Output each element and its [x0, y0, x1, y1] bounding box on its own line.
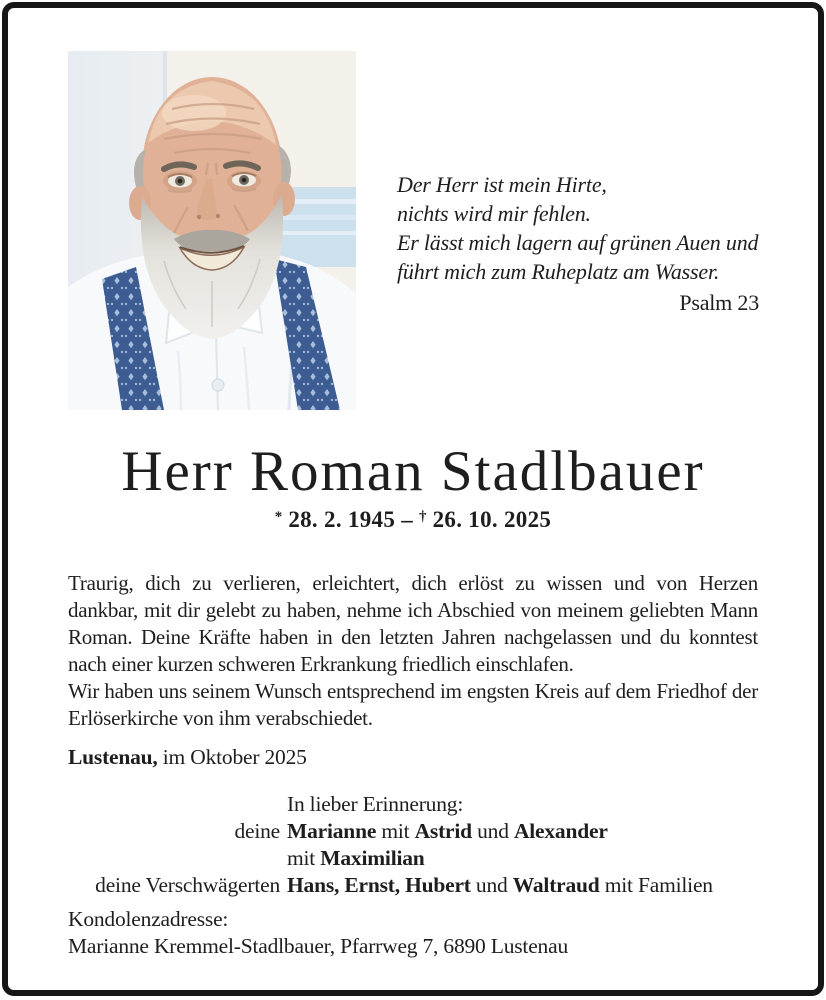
- place-date-line: Lustenau, im Oktober 2025: [68, 745, 307, 769]
- remembrance-names: Hans, Ernst, Hubert und Waltraud mit Familien: [287, 873, 713, 897]
- death-cross-symbol: †: [419, 509, 427, 525]
- remembrance-row: [68, 845, 768, 872]
- remembrance-names: Marianne mit Astrid und Alexander: [287, 819, 608, 843]
- remembrance-row: [68, 818, 768, 845]
- date-separator: –: [395, 507, 420, 532]
- obituary-paragraph-1: Traurig, dich zu verlieren, erleichtert, dich erlöst zu wissen und von Herzen dankbar, mit dir gelebt zu haben, nehme ich Abschied von meinem geliebten Mann Roman. Deine Kräfte haben in den letzten Jahren nachgelassen und du konntest nach einer kurzen schweren Erkrankung friedlich einschlafen.: [68, 571, 758, 676]
- psalm-line: nichts wird mir fehlen.: [397, 201, 591, 226]
- birth-date: 28. 2. 1945: [288, 507, 396, 532]
- deceased-name: Herr Roman Stadlbauer: [121, 440, 705, 503]
- life-dates: [0, 507, 826, 533]
- remembrance-names: mit Maximilian: [287, 846, 425, 870]
- birth-star-symbol: *: [274, 509, 283, 525]
- death-date: 26. 10. 2025: [432, 507, 552, 532]
- condolence-address: Marianne Kremmel-Stadlbauer, Pfarrweg 7, 6890 Lustenau: [68, 934, 568, 958]
- psalm-quote: [397, 170, 759, 317]
- remembrance-label: deine Verschwägerten: [95, 873, 280, 897]
- psalm-source: Psalm 23: [679, 290, 759, 315]
- remembrance-title-row: [68, 791, 768, 818]
- condolence-section: [68, 906, 568, 960]
- remembrance-section: [68, 791, 768, 899]
- psalm-line: Er lässt mich lagern auf grünen Auen und: [397, 230, 759, 255]
- condolence-title: Kondolenzadresse:: [68, 907, 229, 931]
- remembrance-label: deine: [234, 819, 280, 843]
- portrait-photo: [68, 51, 356, 410]
- remembrance-title: In lieber Erinnerung:: [287, 792, 464, 816]
- remembrance-label: [68, 791, 280, 818]
- portrait-illustration: [68, 51, 356, 410]
- remembrance-label: [68, 845, 280, 872]
- remembrance-row: [68, 872, 768, 899]
- psalm-line: führt mich zum Ruheplatz am Wasser.: [397, 259, 720, 284]
- obituary-paragraph-2: Wir haben uns seinem Wunsch entsprechend im engsten Kreis auf dem Friedhof der Erlöserkirche von ihm verabschiedet.: [68, 679, 758, 730]
- psalm-line: Der Herr ist mein Hirte,: [397, 172, 607, 197]
